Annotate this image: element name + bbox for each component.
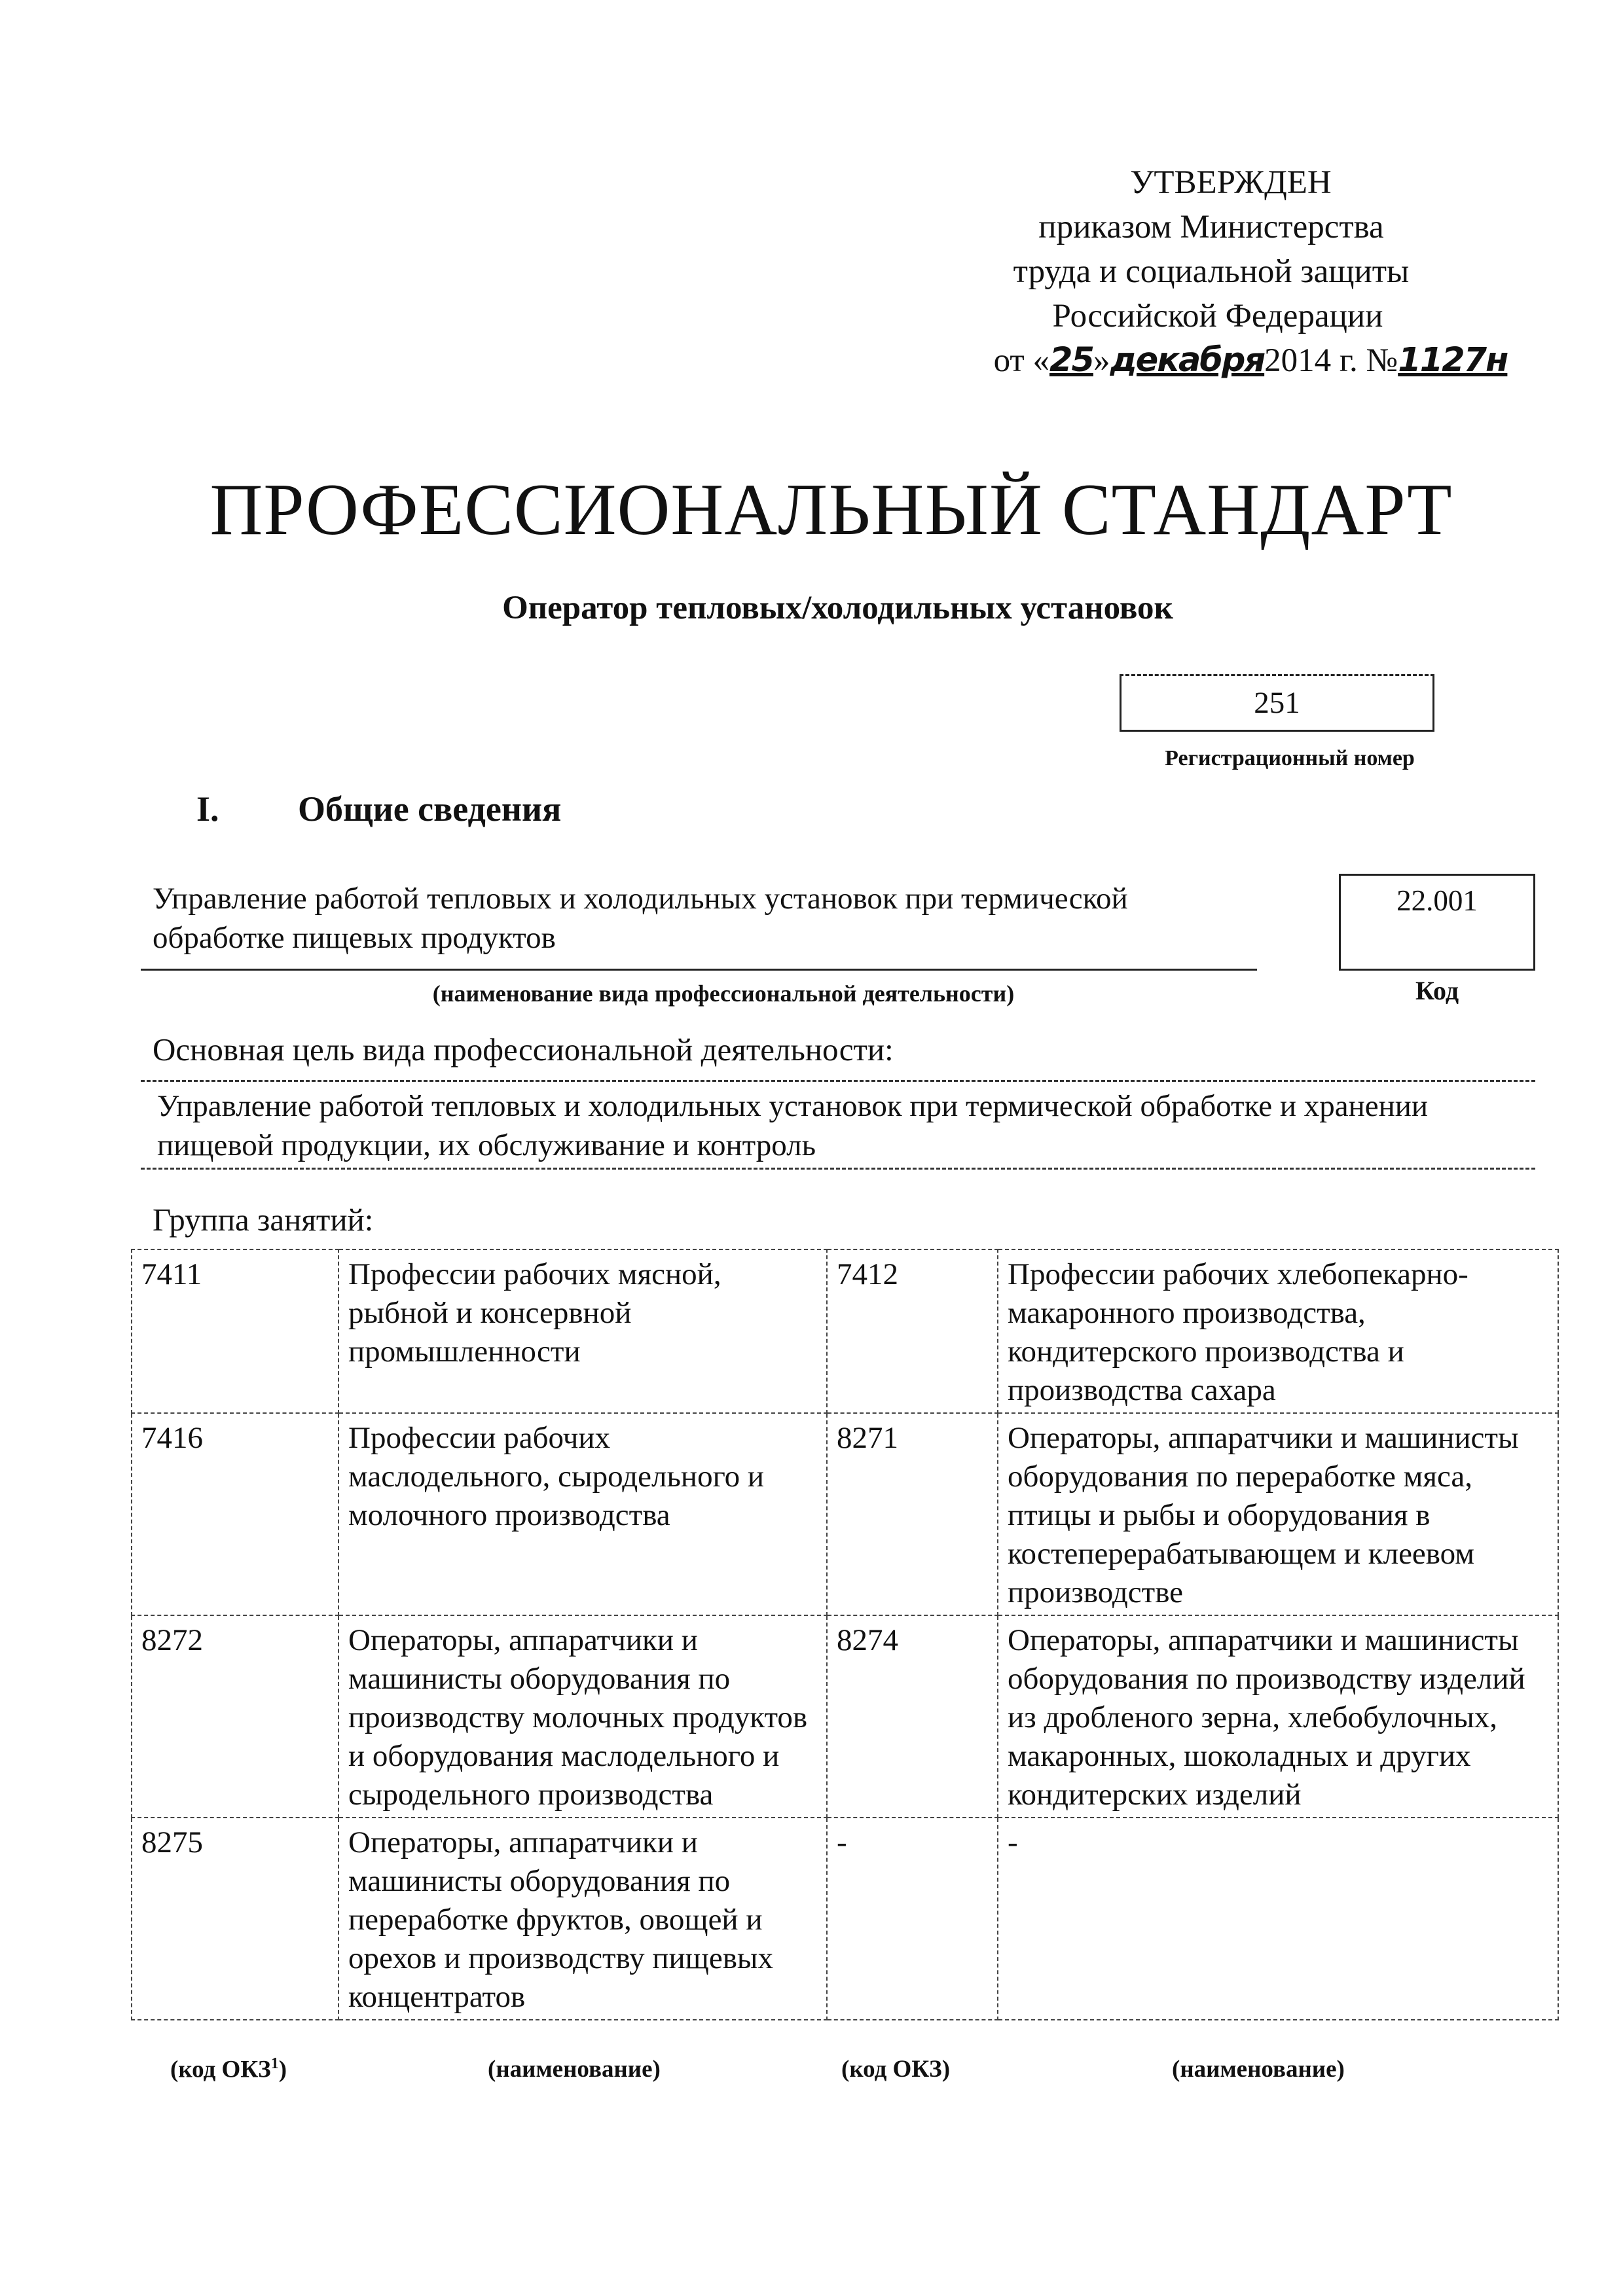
activity-code-caption: Код bbox=[1415, 976, 1459, 1005]
okz-code-cell: 8274 bbox=[827, 1615, 998, 1818]
occupation-name-cell: Операторы, аппаратчики и машинисты оборудования по производству молочных продуктов и оборудования маслодельного и сыродельного производства bbox=[338, 1615, 827, 1818]
approval-line-1: УТВЕРЖДЕН bbox=[1130, 164, 1332, 201]
okz-code-cell: 7416 bbox=[132, 1413, 338, 1615]
okz-code-cell: - bbox=[827, 1818, 998, 2020]
table-row bbox=[132, 1818, 1558, 2020]
name-caption-1: (наименование) bbox=[488, 2056, 661, 2083]
occupation-name-cell: Профессии рабочих хлебопекарно-макаронного производства, кондитерского производства и производства сахара bbox=[998, 1249, 1558, 1413]
table-row bbox=[132, 1249, 1558, 1413]
section-number: I. bbox=[196, 789, 219, 829]
occupation-name-cell: Операторы, аппаратчики и машинисты оборудования по производству изделий из дробленого зерна, хлебобулочных, макаронных, шоколадных и других кондитерских изделий bbox=[998, 1615, 1558, 1818]
goal-label: Основная цель вида профессиональной деятельности: bbox=[153, 1031, 894, 1067]
table-row bbox=[132, 1413, 1558, 1615]
occupation-name-cell: Операторы, аппаратчики и машинисты оборудования по переработке фруктов, овощей и орехов и производству пищевых концентратов bbox=[338, 1818, 827, 2020]
name-caption-2: (наименование) bbox=[1172, 2056, 1345, 2083]
approval-block bbox=[851, 160, 1571, 383]
occupation-name-cell: - bbox=[998, 1818, 1558, 2020]
document-title: ПРОФЕССИОНАЛЬНЫЙ СТАНДАРТ bbox=[210, 469, 1453, 550]
activity-caption: (наименование вида профессиональной деятельности) bbox=[432, 980, 1015, 1007]
registration-number-box: 251 bbox=[1120, 674, 1434, 732]
occupation-name-cell: Операторы, аппаратчики и машинисты оборудования по переработке мяса, птицы и рыбы и оборудования в костеперерабатывающем и клеевом производстве bbox=[998, 1413, 1558, 1615]
handwritten-order-number: 1127н bbox=[1398, 341, 1508, 380]
table-row bbox=[132, 1615, 1558, 1818]
activity-code-box: 22.001 bbox=[1339, 874, 1535, 971]
approval-line-2: приказом Министерства bbox=[1038, 209, 1384, 245]
footnote-mark: 1 bbox=[270, 2055, 279, 2072]
occupation-group-label: Группа занятий: bbox=[153, 1202, 374, 1238]
year-suffix: 2014 г. № bbox=[1264, 342, 1398, 379]
okz-code-cell: 8271 bbox=[827, 1413, 998, 1615]
okz-code-caption-2: (код ОКЗ) bbox=[841, 2056, 951, 2083]
okz-code-cell: 7412 bbox=[827, 1249, 998, 1413]
approval-line-4: Российской Федерации bbox=[1052, 298, 1383, 334]
okz-code-cell: 7411 bbox=[132, 1249, 338, 1413]
occupation-groups-table bbox=[131, 1249, 1559, 2020]
approval-line-3: труда и социальной защиты bbox=[1013, 253, 1410, 290]
date-mid: » bbox=[1093, 342, 1110, 379]
occupation-name-cell: Профессии рабочих мясной, рыбной и консервной промышленности bbox=[338, 1249, 827, 1413]
okz-code-cell: 8272 bbox=[132, 1615, 338, 1818]
document-subtitle: Оператор тепловых/холодильных установок bbox=[502, 590, 1173, 626]
registration-number-label: Регистрационный номер bbox=[1165, 746, 1415, 770]
approval-date-line bbox=[851, 338, 1571, 383]
handwritten-month: декабря bbox=[1110, 341, 1265, 380]
handwritten-day: 25 bbox=[1049, 341, 1093, 380]
date-prefix: от « bbox=[993, 342, 1049, 379]
activity-name: Управление работой тепловых и холодильных установок при термической обработке пищевых продуктов bbox=[153, 882, 1128, 955]
section-title: Общие сведения bbox=[298, 789, 562, 829]
occupation-name-cell: Профессии рабочих маслодельного, сыродельного и молочного производства bbox=[338, 1413, 827, 1615]
activity-underline bbox=[141, 969, 1257, 971]
okz-code-cell: 8275 bbox=[132, 1818, 338, 2020]
goal-text: Управление работой тепловых и холодильных установок при термической обработке и хранении пищевой продукции, их обслуживание и контроль bbox=[157, 1089, 1429, 1162]
okz-code-caption-1: (код ОКЗ$^1$) bbox=[170, 2055, 287, 2083]
